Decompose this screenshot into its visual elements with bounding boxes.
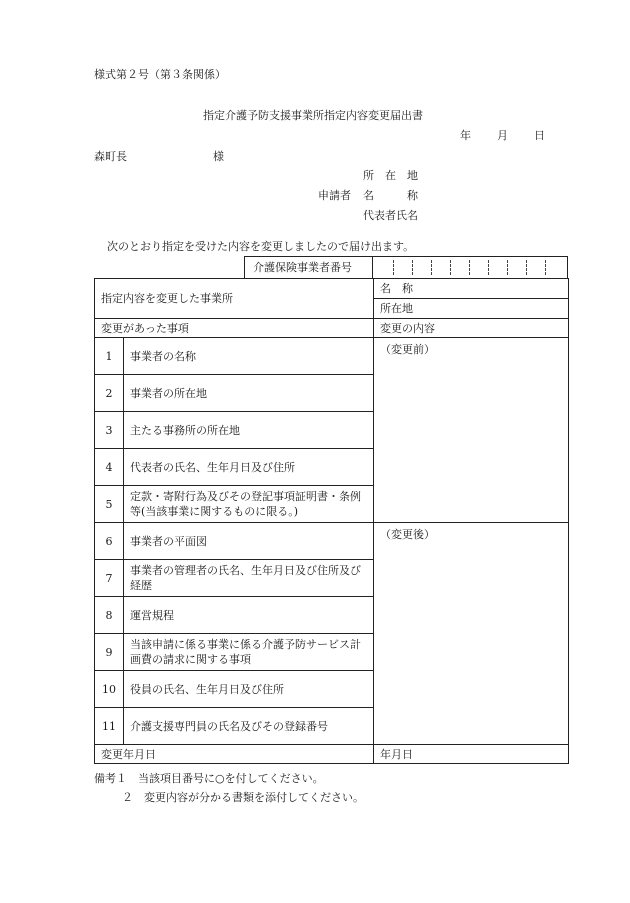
item-number: 7	[95, 560, 124, 597]
item-number: 3	[95, 412, 124, 449]
item-number: 4	[95, 449, 124, 486]
date-year: 年	[460, 129, 471, 142]
applicant-address-label: 所 在 地	[363, 169, 418, 182]
office-address-label: 所在地	[374, 299, 569, 319]
date-month: 月	[497, 129, 508, 142]
addressee-name: 森町長	[94, 150, 127, 163]
item-number: 6	[95, 523, 124, 560]
item-number: 9	[95, 634, 124, 671]
provider-number-box	[244, 256, 568, 278]
item-text: 事業者の名称	[124, 338, 374, 375]
item-number: 5	[95, 486, 124, 523]
before-content-cell[interactable]: （変更前）	[374, 338, 569, 523]
applicant-rep-label: 代表者氏名	[363, 209, 418, 222]
item-text: 主たる事務所の所在地	[124, 412, 374, 449]
item-text: 運営規程	[124, 597, 374, 634]
item-text: 役員の氏名、生年月日及び住所	[124, 671, 374, 708]
item-number: 1	[95, 338, 124, 375]
changed-office-label: 指定内容を変更した事業所	[95, 279, 374, 319]
applicant-name-label: 名 称	[363, 189, 418, 202]
item-text: 当該申請に係る事業に係る介護予防サービス計画費の請求に関する事項	[124, 634, 374, 671]
document-title: 指定介護予防支援事業所指定内容変更届出書	[203, 109, 423, 122]
item-number: 2	[95, 375, 124, 412]
intro-text: 次のとおり指定を受けた内容を変更しましたので届け出ます。	[107, 240, 415, 253]
header-item: 変更があった事項	[95, 319, 374, 338]
change-table	[94, 278, 569, 764]
office-name-label: 名 称	[374, 279, 569, 299]
item-number: 8	[95, 597, 124, 634]
applicant-label: 申請者	[318, 189, 351, 202]
item-text: 介護支援専門員の氏名及びその登録番号	[124, 708, 374, 745]
item-text: 代表者の氏名、生年月日及び住所	[124, 449, 374, 486]
header-content: 変更の内容	[374, 319, 569, 338]
item-text: 事業者の平面図	[124, 523, 374, 560]
item-text: 事業者の管理者の氏名、生年月日及び住所及び経歴	[124, 560, 374, 597]
date-day: 日	[534, 129, 545, 142]
provider-number-cells[interactable]	[373, 257, 567, 278]
item-number: 11	[95, 708, 124, 745]
note-1: 備考１ 当該項目番号に○を付してください。	[94, 772, 324, 785]
item-number: 10	[95, 671, 124, 708]
change-date-label: 変更年月日	[95, 745, 374, 764]
after-content-cell[interactable]: （変更後）	[374, 523, 569, 745]
provider-number-label: 介護保険事業者番号	[245, 257, 373, 278]
addressee-honorific: 様	[213, 150, 224, 163]
change-date-field[interactable]: 年月日	[374, 745, 569, 764]
item-text: 事業者の所在地	[124, 375, 374, 412]
item-text: 定款・寄附行為及びその登記事項証明書・条例等(当該事業に関するものに限る。)	[124, 486, 374, 523]
note-2: ２ 変更内容が分かる書類を添付してください。	[122, 791, 364, 804]
form-number: 様式第２号（第３条関係）	[94, 68, 226, 81]
